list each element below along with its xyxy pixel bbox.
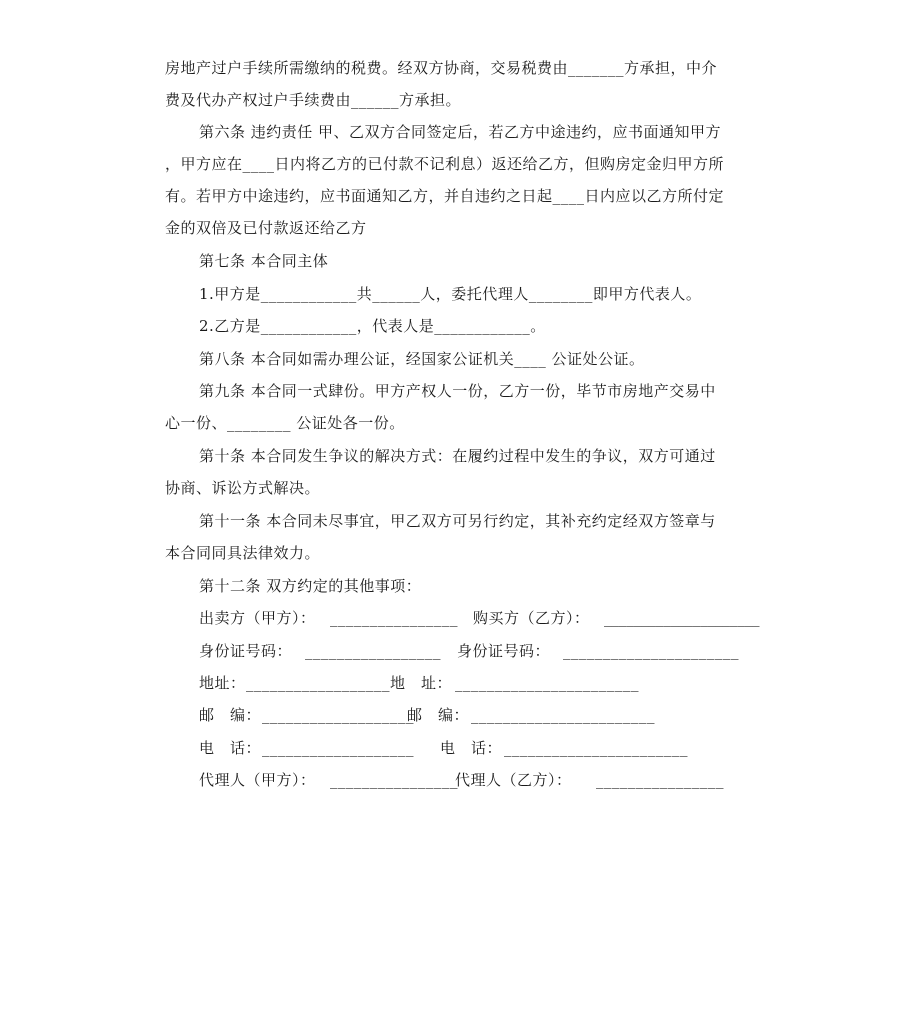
address-label-buyer: 地 址： <box>390 674 453 692</box>
paragraph-line: 协商、诉讼方式解决。 <box>165 479 321 497</box>
clause-9-line: 第九条 本合同一式肆份。甲方产权人一份，乙方一份，毕节市房地产交易中 <box>199 382 716 400</box>
party-a-line: 1.甲方是____________共______人，委托代理人________即甲方代表人。 <box>199 285 702 303</box>
agent-label-buyer: 代理人（乙方）： <box>455 771 572 789</box>
phone-blank-seller: ___________________ <box>262 739 414 757</box>
id-blank-buyer: ______________________ <box>563 642 739 660</box>
id-blank-seller: _________________ <box>305 642 441 660</box>
seller-label: 出卖方（甲方）： <box>199 609 316 627</box>
clause-6-line: 第六条 违约责任 甲、乙双方合同签定后，若乙方中途违约，应书面通知甲方 <box>199 123 722 141</box>
postcode-label-seller: 邮 编： <box>199 706 262 724</box>
phone-label-buyer: 电 话： <box>440 739 503 757</box>
paragraph-line: 有。若甲方中途违约，应书面通知乙方，并自违约之日起____日内应以乙方所付定 <box>165 187 725 205</box>
agent-label-seller: 代理人（甲方）： <box>199 771 316 789</box>
address-blank-buyer: _______________________ <box>455 674 639 692</box>
phone-blank-buyer: _______________________ <box>504 739 688 757</box>
postcode-blank-seller: ___________________ <box>262 706 414 724</box>
clause-10-line: 第十条 本合同发生争议的解决方式：在履约过程中发生的争议，双方可通过 <box>199 447 716 465</box>
buyer-blank: _____________________ <box>604 609 760 627</box>
paragraph-line: 费及代办产权过户手续费由______方承担。 <box>165 91 462 109</box>
address-blank-seller: __________________ <box>246 674 390 692</box>
clause-7-heading: 第七条 本合同主体 <box>199 252 329 270</box>
paragraph-line: ，甲方应在____日内将乙方的已付款不记利息）返还给乙方，但购房定金归甲方所 <box>165 155 725 173</box>
phone-label-seller: 电 话： <box>199 739 262 757</box>
agent-blank-seller: ________________ <box>330 771 458 789</box>
id-label-seller: 身份证号码： <box>199 642 293 660</box>
buyer-label: 购买方（乙方）： <box>473 609 590 627</box>
agent-blank-buyer: ________________ <box>596 771 724 789</box>
clause-8-line: 第八条 本合同如需办理公证，经国家公证机关____ 公证处公证。 <box>199 350 645 368</box>
address-label-seller: 地址： <box>199 674 246 692</box>
paragraph-line: 本合同同具法律效力。 <box>165 544 321 562</box>
paragraph-line: 心一份、________ 公证处各一份。 <box>165 414 405 432</box>
id-label-buyer: 身份证号码： <box>457 642 551 660</box>
party-b-line: 2.乙方是____________，代表人是____________。 <box>199 317 546 335</box>
paragraph-line: 房地产过户手续所需缴纳的税费。经双方协商，交易税费由_______方承担，中介 <box>165 59 718 77</box>
postcode-blank-buyer: _______________________ <box>471 706 655 724</box>
postcode-label-buyer: 邮 编： <box>407 706 470 724</box>
seller-blank: ________________ <box>330 609 458 627</box>
clause-11-line: 第十一条 本合同未尽事宜，甲乙双方可另行约定，其补充约定经双方签章与 <box>199 512 716 530</box>
paragraph-line: 金的双倍及已付款返还给乙方 <box>165 219 367 237</box>
clause-12-heading: 第十二条 双方约定的其他事项： <box>199 577 422 595</box>
